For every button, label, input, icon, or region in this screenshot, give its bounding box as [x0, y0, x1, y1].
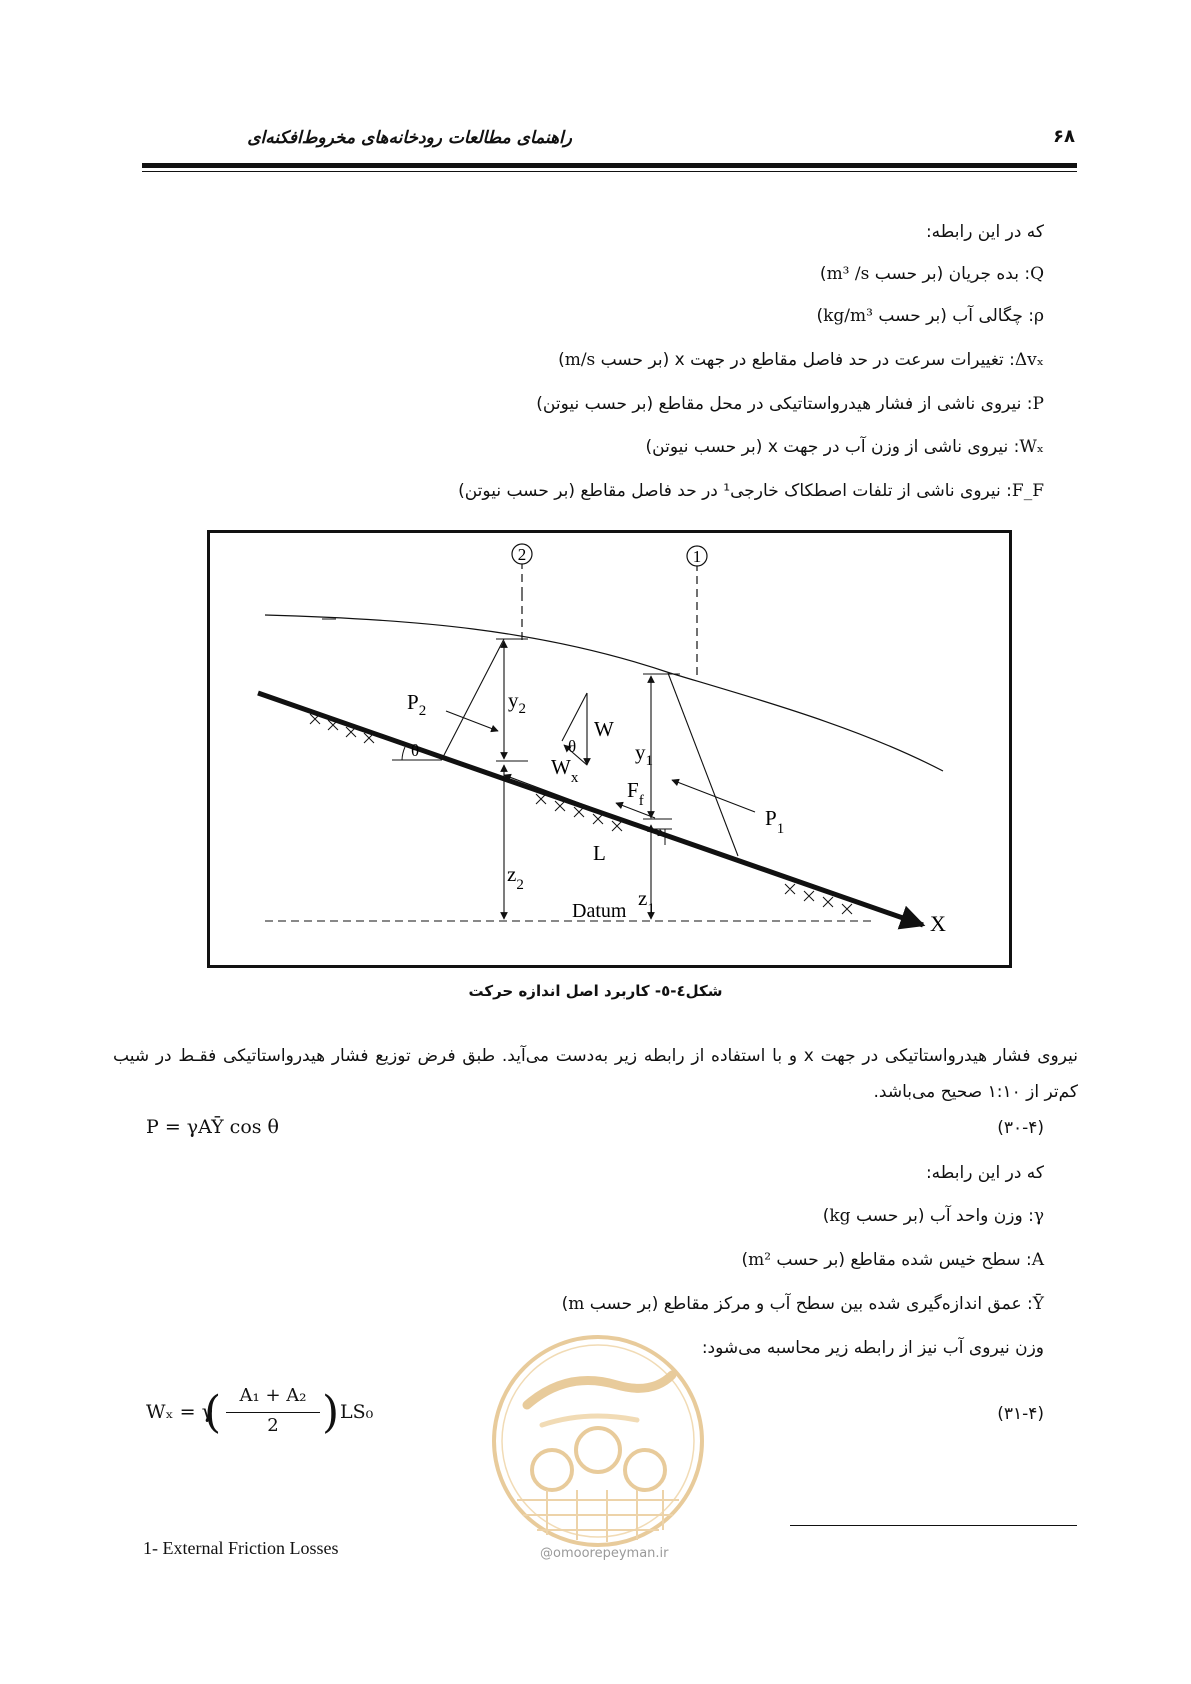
def-symbol: Q: [1030, 264, 1044, 284]
w-label: W: [594, 717, 614, 741]
intro-text: که در این رابطه:: [925, 222, 1044, 242]
x-axis-label: X: [930, 911, 946, 936]
footnote-text: 1- External Friction Losses: [143, 1538, 339, 1558]
weight-intro: وزن نیروی آب نیز از رابطه زیر محاسبه می‌شود:: [701, 1338, 1044, 1358]
equation-31-number: (۳۱-۴): [997, 1404, 1044, 1424]
def-q: Q: بده جریان (بر حسب m³ /s): [819, 264, 1044, 284]
watermark-url: @omoorepeyman.ir: [540, 1546, 669, 1561]
water-surface: [265, 615, 943, 771]
p2-arrow: [446, 711, 498, 731]
pressure-triangle-1: [668, 673, 738, 856]
def-ff: F_F: نیروی ناشی از تلفات اصطکاک خارجی¹ در حد فاصل مقاطع (بر حسب نیوتن): [458, 481, 1044, 501]
y1-label: $y_1$: [635, 740, 653, 769]
def-delta-v: Δvₓ: تغییرات سرعت در حد فاصل مقاطع در جهت x (بر حسب m/s): [558, 350, 1044, 370]
pressure-triangle-2: [442, 639, 504, 759]
wx-label: $W_x$: [551, 755, 579, 786]
equation-30: P = γAȲ cos θ: [146, 1116, 279, 1138]
z1-label: $z_1$: [638, 886, 655, 917]
y2-label: $y_2$: [508, 688, 526, 717]
channel-bed: [258, 693, 923, 925]
def-p: P: نیروی ناشی از فشار هیدرواستاتیکی در محل مقاطع (بر حسب نیوتن): [536, 394, 1044, 414]
header-rule-thin: [142, 171, 1077, 172]
theta-left-label: θ: [411, 741, 420, 760]
section-1-label: 1: [692, 547, 702, 566]
eq31-numerator: A₁ + A₂: [239, 1385, 307, 1406]
def-ybar: Ȳ: عمق اندازه‌گیری شده بین سطح آب و مرکز مقاطع (بر حسب m): [561, 1294, 1044, 1314]
l-label: L: [593, 841, 606, 865]
body-paragraph: نیروی فشار هیدرواستاتیکی در جهت x و با استفاده از رابطه زیر به‌دست می‌آید. طبق فرض توزیع فشار هیدرواستاتیکی فقـط در شیب کم‌تر از ۱:۱۰ صحیح می‌باشد.: [113, 1046, 1078, 1102]
momentum-diagram: [210, 533, 1009, 965]
section-2-label: 2: [517, 545, 527, 564]
footnote-rule: [790, 1525, 1077, 1526]
datum-label: Datum: [572, 900, 627, 922]
p2-label: $P_2$: [407, 690, 427, 719]
theta-top-label: θ: [568, 737, 577, 756]
page-number: ۶۸: [1053, 126, 1075, 147]
figure-box: [207, 530, 1012, 968]
z2-label: $z_2$: [507, 862, 524, 893]
def-gamma: γ: وزن واحد آب (بر حسب kg): [822, 1206, 1044, 1226]
ff-arrow: [616, 803, 655, 818]
header-rule: [142, 163, 1077, 168]
figure-caption: شکل٤-٥- کاربرد اصل اندازه حرکت: [468, 982, 723, 1000]
equation-30-number: (۳۰-۴): [997, 1118, 1044, 1138]
p1-label: $P_1$: [765, 806, 785, 837]
header-title: راهنمای مطالعات رودخانه‌های مخروط‌افکنه‌ای: [247, 128, 572, 148]
watermark-logo: [487, 1330, 709, 1552]
ff-label: $F_f$: [627, 778, 644, 809]
def-wx: Wₓ: نیروی ناشی از وزن آب در جهت x (بر حسب نیوتن): [645, 437, 1044, 457]
p1-arrow: [672, 780, 755, 812]
def-a: A: سطح خیس شده مقاطع (بر حسب m²): [741, 1250, 1044, 1270]
eq31-denominator: 2: [267, 1415, 279, 1436]
def-rho: ρ: چگالی آب (بر حسب kg/m³): [816, 306, 1044, 326]
intro-text-2: که در این رابطه:: [925, 1163, 1044, 1183]
